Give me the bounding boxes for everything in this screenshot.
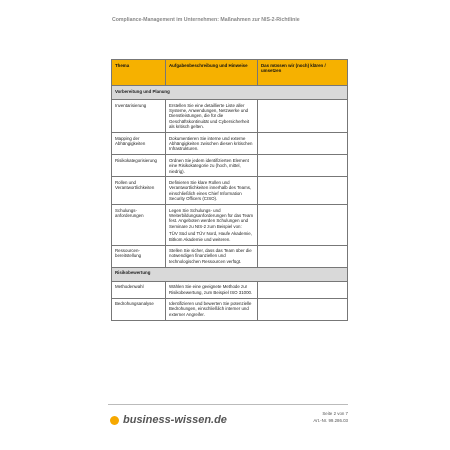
table-row — [112, 245, 348, 267]
table-row — [112, 298, 348, 320]
todo-cell[interactable] — [258, 155, 348, 177]
table-row — [112, 155, 348, 177]
table-body — [112, 86, 348, 321]
brand-logo — [110, 414, 227, 426]
description-cell — [166, 281, 258, 298]
topic-cell: Methodenwahl — [112, 281, 166, 298]
todo-cell[interactable] — [258, 205, 348, 245]
todo-cell[interactable] — [258, 133, 348, 155]
table-row — [112, 205, 348, 245]
description-cell — [166, 298, 258, 320]
description-cell — [166, 245, 258, 267]
description-paragraph: TÜV Süd und TÜV Nord, Haufe Akademie, Bitkom Akademie und weiteren. — [169, 231, 252, 242]
table-row — [112, 100, 348, 133]
todo-cell[interactable] — [258, 100, 348, 133]
page-number: Seite 2 von 7 — [322, 411, 348, 416]
topic-cell: Rollen und Verantwortlichkeiten — [112, 177, 166, 205]
description-paragraph: Identifizieren und bewerten Sie potenzielle Bedrohungen, einschließlich interner und externer Angreifer. — [169, 301, 252, 317]
table-row — [112, 133, 348, 155]
description-cell — [166, 133, 258, 155]
description-paragraph: Definieren Sie klare Rollen und Verantwortlichkeiten innerhalb des Teams, einschließlich eines Chief Information Security Officers (CISO). — [169, 179, 252, 202]
section-row — [112, 86, 348, 100]
description-paragraph: Legen Sie Schulungs- und Weiterbildungsanforderungen für das Team fest. Angeboten werden Schulungen und Seminare zu NIS-2 zum Beispiel von: — [169, 207, 254, 229]
column-header-topic: Thema — [112, 60, 166, 86]
description-paragraph: Wählen Sie eine geeignete Methode zur Risikobewertung, zum Beispiel ISO 31000. — [169, 284, 253, 295]
article-number: Art.-Nr. 99.286.03 — [313, 417, 348, 423]
table-header-row — [112, 60, 348, 86]
description-cell — [166, 100, 258, 133]
description-cell — [166, 205, 258, 245]
checklist-table — [111, 59, 348, 321]
topic-cell: Mapping der Abhängigkeiten — [112, 133, 166, 155]
table-row — [112, 281, 348, 298]
footer-divider — [108, 404, 348, 405]
column-header-description: Aufgabenbeschreibung und Hinweise — [166, 60, 258, 86]
description-cell — [166, 177, 258, 205]
topic-cell: Risikokategorisierung — [112, 155, 166, 177]
column-header-todo: Das müssen wir (noch) klären / umsetzen — [258, 60, 348, 86]
description-paragraph: Ordnen Sie jedem identifizierten Element eine Risikokategorie zu (hoch, mittel, niedrig). — [169, 157, 249, 174]
todo-cell[interactable] — [258, 177, 348, 205]
todo-cell[interactable] — [258, 298, 348, 320]
topic-cell: Schulungs- anforderungen — [112, 205, 166, 245]
brand-name: business-wissen.de — [123, 414, 227, 426]
description-paragraph: Erstellen Sie eine detaillierte Liste aller Systeme, Anwendungen, Netzwerke und Dienstleistungen, die für die Geschäftskontinuität und Cybersicherheit als kritisch gelten. — [169, 102, 250, 130]
description-paragraph: Stellen Sie sicher, dass das Team über die notwendigen finanziellen und technologischen Ressourcen verfügt. — [169, 248, 252, 264]
document-title: Compliance-Management im Unternehmen: Maßnahmen zur NIS-2-Richtlinie — [112, 17, 300, 23]
logo-dot-icon — [110, 416, 119, 425]
section-title: Risikobewertung — [112, 267, 348, 281]
todo-cell[interactable] — [258, 245, 348, 267]
todo-cell[interactable] — [258, 281, 348, 298]
description-paragraph: Dokumentieren Sie interne und externe Abhängigkeiten zwischen diesen kritischen Infrastrukturen. — [169, 135, 253, 152]
topic-cell: Bedrohungsanalyse — [112, 298, 166, 320]
description-cell — [166, 155, 258, 177]
topic-cell: Inventarisierung — [112, 100, 166, 133]
section-row — [112, 267, 348, 281]
page-info — [296, 411, 348, 424]
table-row — [112, 177, 348, 205]
section-title: Vorbereitung und Planung — [112, 86, 348, 100]
topic-cell: Ressourcen- bereitstellung — [112, 245, 166, 267]
